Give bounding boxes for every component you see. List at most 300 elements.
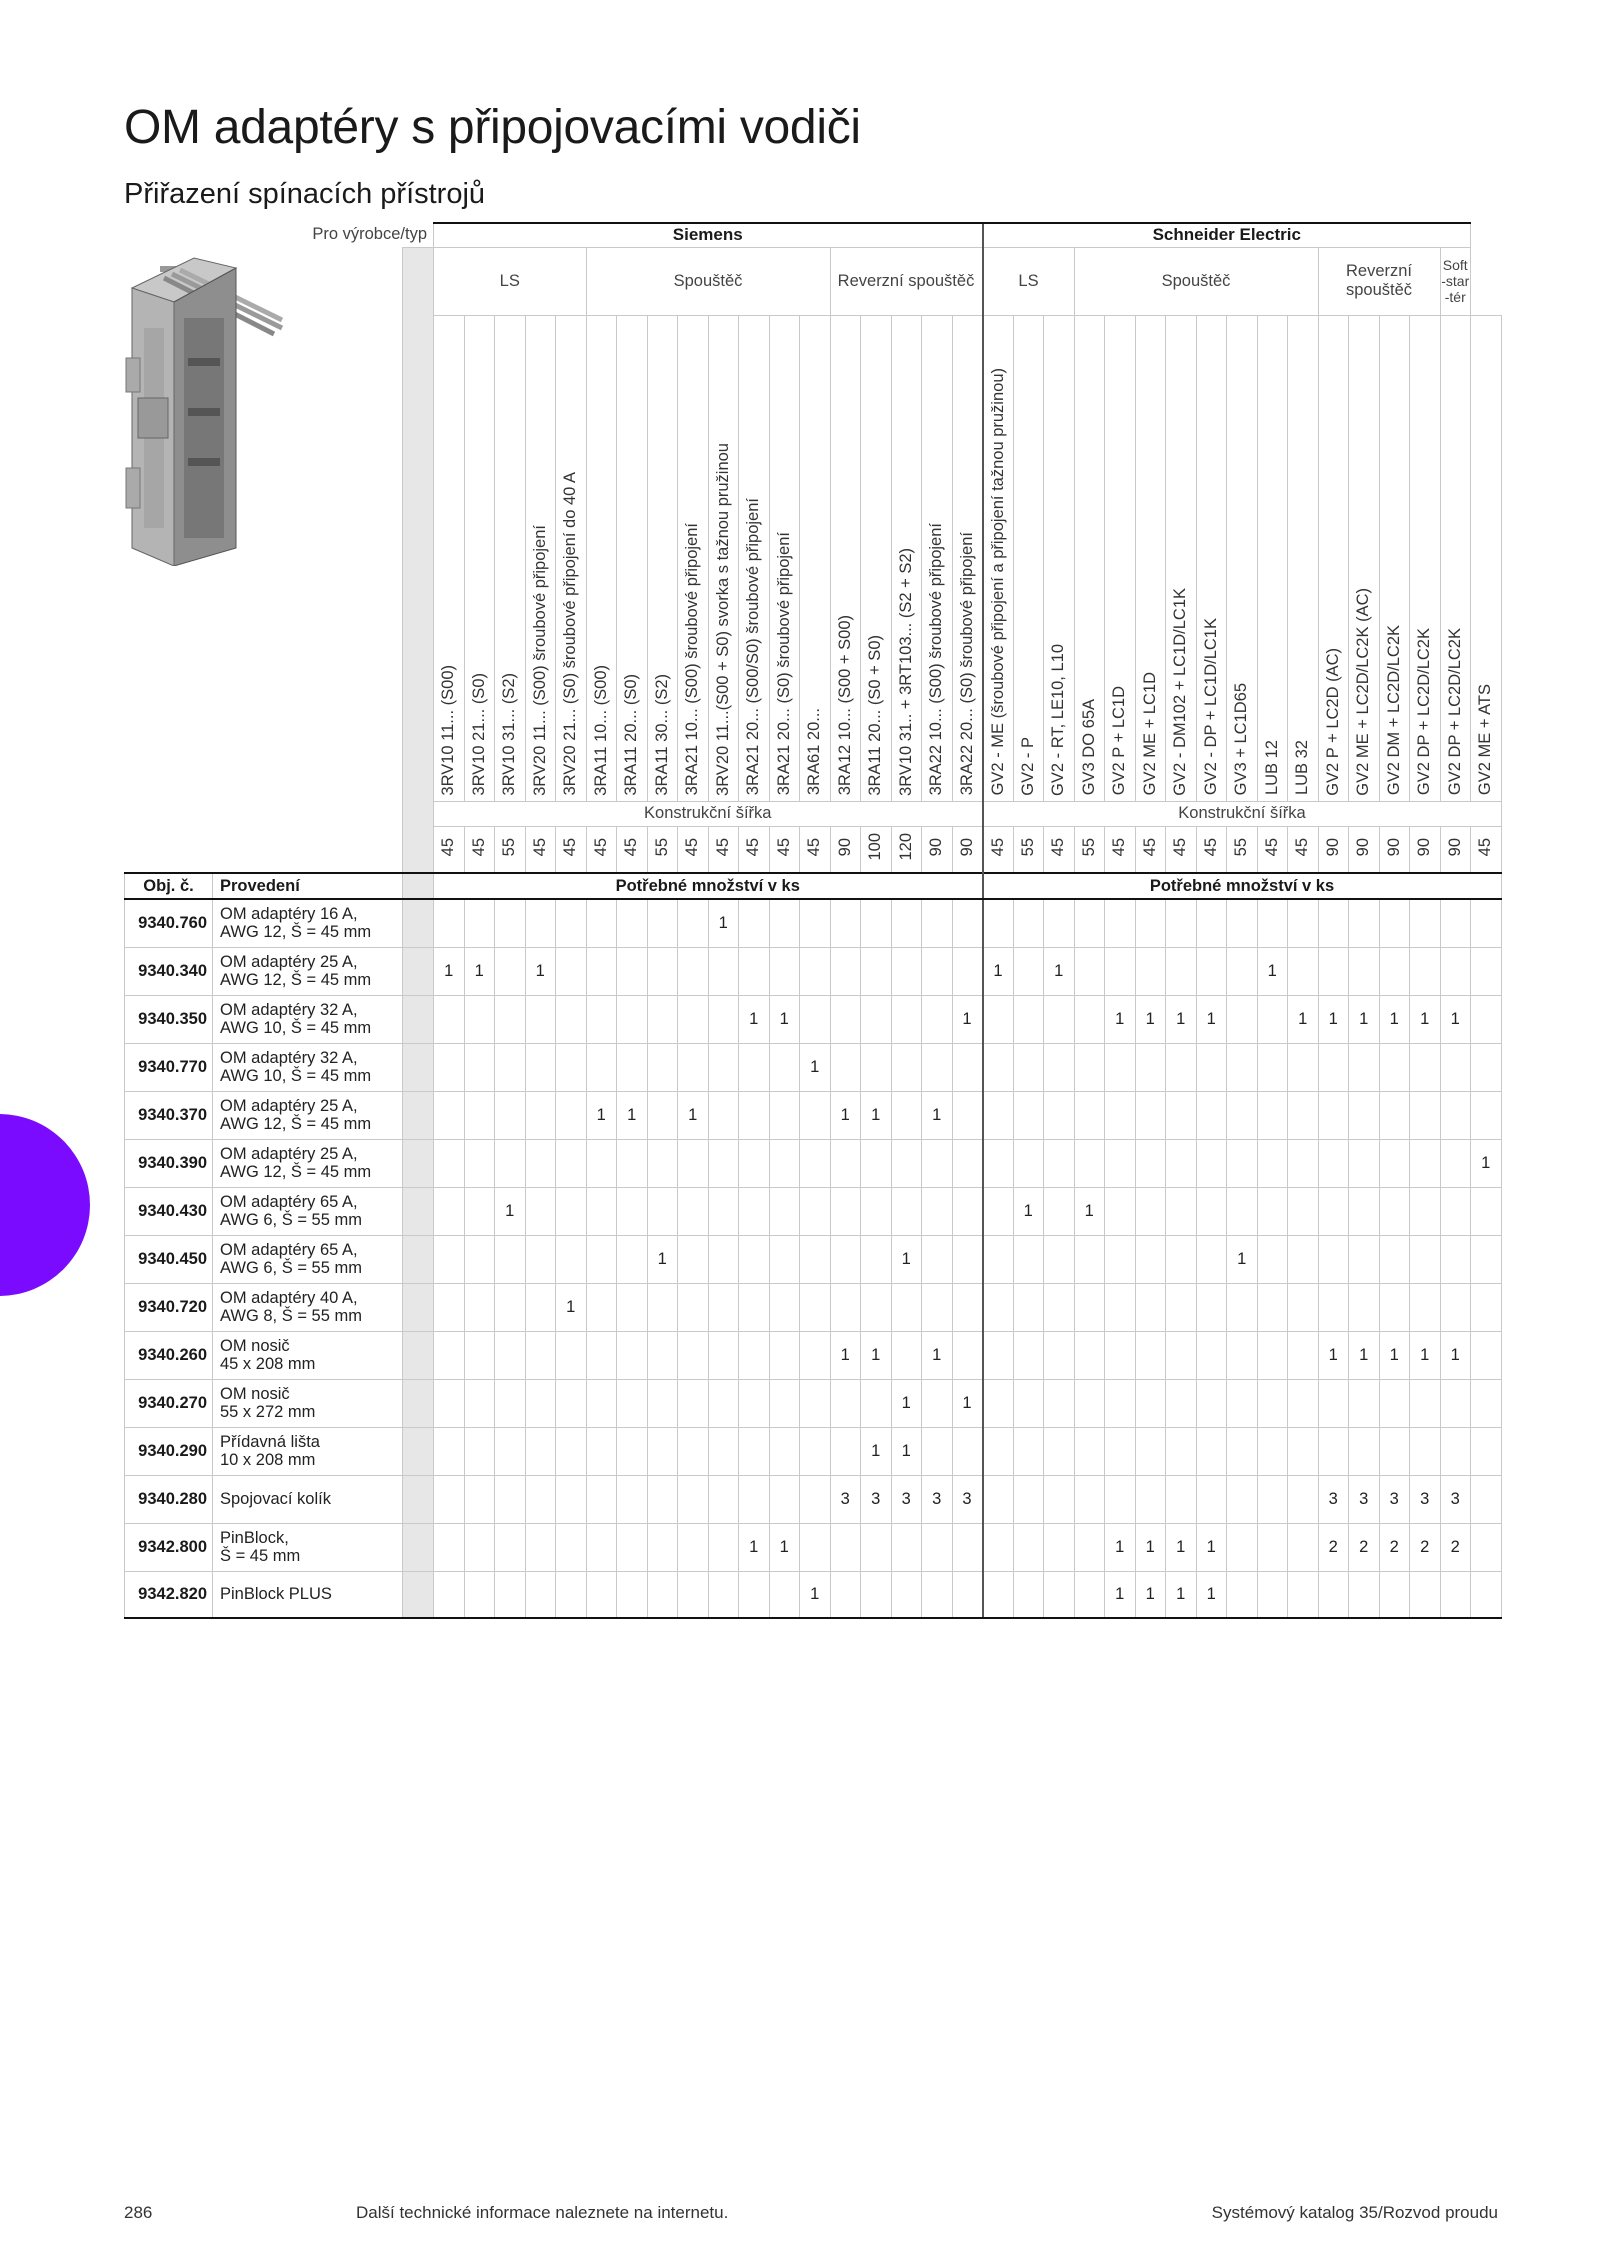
quantity-cell bbox=[739, 1091, 770, 1139]
quantity-cell: 1 bbox=[464, 947, 495, 995]
device-type-header bbox=[464, 315, 495, 801]
construction-width-value: 55 bbox=[1018, 837, 1037, 856]
quantity-cell bbox=[556, 1523, 587, 1571]
quantity-cell: 2 bbox=[1379, 1523, 1410, 1571]
construction-width-value: 45 bbox=[530, 837, 549, 856]
quantity-cell bbox=[1471, 899, 1502, 947]
quantity-cell bbox=[1196, 1331, 1227, 1379]
quantity-cell: 1 bbox=[1105, 995, 1136, 1043]
quantity-cell bbox=[495, 1283, 526, 1331]
quantity-cell bbox=[1105, 1235, 1136, 1283]
quantity-cell bbox=[1410, 899, 1441, 947]
construction-width bbox=[1135, 826, 1166, 873]
device-type-label: GV2 - ME (šroubové připojení a připojení tažnou pružinou) bbox=[988, 368, 1007, 796]
quantity-cell bbox=[647, 899, 678, 947]
quantity-cell bbox=[464, 1427, 495, 1475]
description-line-1: Spojovací kolík bbox=[220, 1490, 331, 1508]
quantity-cell bbox=[556, 1139, 587, 1187]
quantity-cell bbox=[830, 1043, 861, 1091]
quantity-cell bbox=[1135, 1475, 1166, 1523]
quantity-cell: 1 bbox=[1196, 1523, 1227, 1571]
quantity-cell bbox=[1227, 1283, 1258, 1331]
quantity-cell bbox=[1318, 1187, 1349, 1235]
quantity-cell bbox=[800, 1235, 831, 1283]
quantity-cell: 1 bbox=[1196, 995, 1227, 1043]
quantity-cell bbox=[617, 899, 648, 947]
quantity-cell bbox=[1074, 1379, 1105, 1427]
quantity-cell bbox=[830, 1187, 861, 1235]
quantity-cell bbox=[1257, 1571, 1288, 1618]
quantity-cell bbox=[769, 1091, 800, 1139]
quantity-cell bbox=[1166, 947, 1197, 995]
quantity-cell bbox=[1410, 1571, 1441, 1618]
quantity-cell bbox=[1379, 1139, 1410, 1187]
quantity-cell: 1 bbox=[952, 995, 983, 1043]
quantity-cell bbox=[1105, 1427, 1136, 1475]
quantity-cell bbox=[586, 1331, 617, 1379]
construction-width-value: 90 bbox=[1354, 837, 1373, 856]
construction-width-value: 45 bbox=[1049, 837, 1068, 856]
quantity-cell bbox=[525, 1235, 556, 1283]
quantity-cell bbox=[434, 1283, 465, 1331]
quantity-cell bbox=[1440, 1571, 1471, 1618]
construction-width bbox=[922, 826, 953, 873]
quantity-cell bbox=[1044, 1091, 1075, 1139]
quantity-cell bbox=[891, 1139, 922, 1187]
device-type-header bbox=[1318, 315, 1349, 801]
quantity-cell bbox=[769, 1283, 800, 1331]
quantity-cell bbox=[556, 1187, 587, 1235]
col-header-prov: Provedení bbox=[213, 873, 403, 899]
quantity-cell bbox=[647, 1091, 678, 1139]
quantity-cell: 2 bbox=[1349, 1523, 1380, 1571]
quantity-cell bbox=[1135, 1139, 1166, 1187]
device-type-label: 3RV10 11... (S00) bbox=[439, 664, 458, 796]
quantity-cell bbox=[708, 1523, 739, 1571]
quantity-cell bbox=[769, 1043, 800, 1091]
device-type-label: GV2 DP + LC2D/LC2K bbox=[1445, 628, 1464, 796]
quantity-cell bbox=[1318, 1235, 1349, 1283]
quantity-cell bbox=[495, 1043, 526, 1091]
quantity-cell: 1 bbox=[1135, 995, 1166, 1043]
quantity-cell bbox=[1105, 1475, 1136, 1523]
quantity-cell bbox=[1379, 1187, 1410, 1235]
construction-width bbox=[586, 826, 617, 873]
quantity-cell bbox=[1044, 1235, 1075, 1283]
quantity-cell bbox=[1257, 1043, 1288, 1091]
device-type-header bbox=[739, 315, 770, 801]
quantity-cell bbox=[1074, 899, 1105, 947]
device-type-label: LUB 32 bbox=[1293, 740, 1312, 796]
quantity-cell bbox=[1440, 1235, 1471, 1283]
quantity-label: Potřebné množství v ks bbox=[983, 873, 1502, 899]
quantity-cell bbox=[1288, 1139, 1319, 1187]
construction-width-value: 45 bbox=[774, 837, 793, 856]
quantity-cell bbox=[1227, 1187, 1258, 1235]
spacer-column bbox=[403, 1139, 434, 1187]
spacer-column bbox=[403, 1043, 434, 1091]
quantity-cell bbox=[617, 1139, 648, 1187]
device-type-header bbox=[861, 315, 892, 801]
quantity-cell bbox=[1013, 1043, 1044, 1091]
construction-width bbox=[1440, 826, 1471, 873]
device-type-label: GV2 - DM102 + LC1D/LC1K bbox=[1171, 587, 1190, 796]
quantity-cell bbox=[1166, 1475, 1197, 1523]
quantity-cell: 3 bbox=[922, 1475, 953, 1523]
quantity-cell bbox=[1318, 1091, 1349, 1139]
quantity-cell bbox=[525, 899, 556, 947]
quantity-cell bbox=[708, 1091, 739, 1139]
quantity-cell bbox=[1013, 1283, 1044, 1331]
quantity-cell: 1 bbox=[830, 1091, 861, 1139]
quantity-cell bbox=[922, 1571, 953, 1618]
quantity-cell bbox=[1257, 1139, 1288, 1187]
device-group-label: LS bbox=[434, 247, 587, 315]
quantity-cell: 1 bbox=[739, 995, 770, 1043]
quantity-cell bbox=[678, 899, 709, 947]
description-line-1: OM adaptéry 32 A, bbox=[220, 1049, 358, 1067]
quantity-cell bbox=[983, 1571, 1014, 1618]
quantity-cell bbox=[1013, 1523, 1044, 1571]
quantity-cell bbox=[464, 1379, 495, 1427]
quantity-cell bbox=[586, 1187, 617, 1235]
quantity-cell: 3 bbox=[861, 1475, 892, 1523]
quantity-cell bbox=[647, 1427, 678, 1475]
description-line-1: PinBlock PLUS bbox=[220, 1585, 332, 1604]
construction-width bbox=[891, 826, 922, 873]
device-type-label: GV2 P + LC2D (AC) bbox=[1323, 647, 1342, 796]
construction-width bbox=[1288, 826, 1319, 873]
description-line-2: AWG 12, Š = 45 mm bbox=[220, 923, 372, 942]
quantity-cell bbox=[1166, 1139, 1197, 1187]
spacer-column bbox=[403, 1283, 434, 1331]
product-description bbox=[213, 1139, 403, 1187]
construction-width-label: Konstrukční šířka bbox=[983, 801, 1502, 826]
device-type-header bbox=[1105, 315, 1136, 801]
quantity-cell bbox=[891, 995, 922, 1043]
construction-width bbox=[434, 826, 465, 873]
quantity-cell bbox=[1318, 1427, 1349, 1475]
order-number: 9340.760 bbox=[125, 899, 213, 947]
quantity-cell bbox=[830, 995, 861, 1043]
description-line-1: OM adaptéry 65 A, bbox=[220, 1193, 358, 1211]
quantity-cell bbox=[1257, 1379, 1288, 1427]
quantity-cell bbox=[1135, 899, 1166, 947]
quantity-cell bbox=[678, 947, 709, 995]
quantity-cell bbox=[1318, 1571, 1349, 1618]
maker-name: Siemens bbox=[434, 223, 983, 247]
device-type-label: 3RV20 11... (S00) šroubové připojení bbox=[530, 524, 549, 796]
construction-width-value: 45 bbox=[591, 837, 610, 856]
device-type-header bbox=[1227, 315, 1258, 801]
quantity-cell bbox=[1074, 995, 1105, 1043]
device-type-header bbox=[1379, 315, 1410, 801]
quantity-cell bbox=[891, 1187, 922, 1235]
quantity-cell bbox=[495, 1091, 526, 1139]
spacer-column bbox=[403, 1427, 434, 1475]
device-type-header bbox=[495, 315, 526, 801]
quantity-cell bbox=[586, 1379, 617, 1427]
construction-width bbox=[1471, 826, 1502, 873]
quantity-cell: 2 bbox=[1440, 1523, 1471, 1571]
quantity-cell bbox=[800, 1475, 831, 1523]
quantity-cell bbox=[556, 1571, 587, 1618]
quantity-cell bbox=[1013, 1571, 1044, 1618]
quantity-cell: 1 bbox=[1196, 1571, 1227, 1618]
product-description bbox=[213, 1427, 403, 1475]
quantity-cell bbox=[586, 1043, 617, 1091]
construction-width bbox=[1074, 826, 1105, 873]
device-type-label: 3RA11 10... (S00) bbox=[591, 664, 610, 796]
product-description bbox=[213, 1283, 403, 1331]
quantity-label: Potřebné množství v ks bbox=[434, 873, 983, 899]
quantity-cell bbox=[1349, 1091, 1380, 1139]
order-number: 9340.350 bbox=[125, 995, 213, 1043]
order-number: 9340.390 bbox=[125, 1139, 213, 1187]
quantity-cell bbox=[1440, 1283, 1471, 1331]
product-description bbox=[213, 1091, 403, 1139]
quantity-cell bbox=[1074, 1475, 1105, 1523]
device-type-label: 3RA21 20... (S00/S0) šroubové připojení bbox=[744, 498, 763, 796]
quantity-cell bbox=[464, 1475, 495, 1523]
table-row bbox=[125, 947, 1502, 995]
quantity-cell bbox=[1013, 1235, 1044, 1283]
quantity-cell bbox=[891, 1091, 922, 1139]
quantity-cell bbox=[1105, 1139, 1136, 1187]
quantity-cell bbox=[739, 1427, 770, 1475]
quantity-cell bbox=[1410, 947, 1441, 995]
description-line-1: OM adaptéry 25 A, bbox=[220, 1145, 358, 1163]
quantity-cell bbox=[586, 1427, 617, 1475]
quantity-cell bbox=[586, 1139, 617, 1187]
device-type-label: GV3 DO 65A bbox=[1079, 699, 1098, 796]
device-type-header bbox=[556, 315, 587, 801]
quantity-cell bbox=[464, 1523, 495, 1571]
description-line-1: OM adaptéry 40 A, bbox=[220, 1289, 358, 1307]
construction-width-value: 45 bbox=[1110, 837, 1129, 856]
product-description bbox=[213, 947, 403, 995]
order-number: 9340.280 bbox=[125, 1475, 213, 1523]
quantity-cell: 1 bbox=[1166, 1523, 1197, 1571]
quantity-cell bbox=[708, 1379, 739, 1427]
quantity-cell: 1 bbox=[1318, 995, 1349, 1043]
quantity-cell bbox=[1349, 1235, 1380, 1283]
quantity-cell bbox=[983, 1475, 1014, 1523]
device-type-header bbox=[617, 315, 648, 801]
quantity-cell bbox=[1135, 1187, 1166, 1235]
quantity-cell bbox=[1074, 1043, 1105, 1091]
quantity-cell bbox=[830, 947, 861, 995]
quantity-cell: 1 bbox=[1471, 1139, 1502, 1187]
device-type-label: 3RA21 10... (S00) šroubové připojení bbox=[683, 523, 702, 796]
spacer-column bbox=[403, 1571, 434, 1618]
spacer-column bbox=[403, 947, 434, 995]
quantity-cell bbox=[647, 1139, 678, 1187]
col-header-obj: Obj. č. bbox=[125, 873, 213, 899]
quantity-cell bbox=[739, 1139, 770, 1187]
quantity-cell bbox=[1105, 1283, 1136, 1331]
quantity-cell bbox=[434, 1091, 465, 1139]
maker-label: Pro výrobce/typ bbox=[125, 223, 434, 247]
construction-width bbox=[1318, 826, 1349, 873]
quantity-cell: 3 bbox=[891, 1475, 922, 1523]
quantity-cell: 1 bbox=[769, 1523, 800, 1571]
quantity-cell bbox=[1166, 1043, 1197, 1091]
quantity-cell bbox=[525, 1139, 556, 1187]
quantity-cell bbox=[1288, 1427, 1319, 1475]
page-number: 286 bbox=[124, 2203, 153, 2222]
spacer-column bbox=[403, 1187, 434, 1235]
quantity-cell bbox=[922, 1187, 953, 1235]
construction-width bbox=[952, 826, 983, 873]
product-description bbox=[213, 1235, 403, 1283]
quantity-cell bbox=[434, 1523, 465, 1571]
quantity-cell bbox=[1227, 1379, 1258, 1427]
quantity-cell bbox=[1105, 947, 1136, 995]
device-type-label: 3RV20 21... (S0) šroubové připojení do 40 A bbox=[561, 472, 580, 796]
quantity-cell: 1 bbox=[647, 1235, 678, 1283]
construction-width-value: 90 bbox=[835, 837, 854, 856]
quantity-cell bbox=[739, 1331, 770, 1379]
quantity-cell: 2 bbox=[1410, 1523, 1441, 1571]
quantity-cell bbox=[1471, 1331, 1502, 1379]
quantity-cell bbox=[891, 1283, 922, 1331]
quantity-cell bbox=[800, 899, 831, 947]
quantity-cell bbox=[1349, 1139, 1380, 1187]
quantity-cell bbox=[739, 1283, 770, 1331]
quantity-cell bbox=[983, 1235, 1014, 1283]
image-area bbox=[125, 247, 403, 873]
quantity-cell bbox=[1288, 1571, 1319, 1618]
quantity-cell bbox=[1471, 1523, 1502, 1571]
quantity-cell: 1 bbox=[1410, 1331, 1441, 1379]
quantity-cell: 3 bbox=[1440, 1475, 1471, 1523]
quantity-cell bbox=[1196, 899, 1227, 947]
device-type-header bbox=[434, 315, 465, 801]
quantity-cell bbox=[861, 1283, 892, 1331]
quantity-cell bbox=[464, 1283, 495, 1331]
quantity-cell bbox=[830, 1235, 861, 1283]
quantity-cell bbox=[1044, 1571, 1075, 1618]
spacer-column bbox=[403, 995, 434, 1043]
construction-width-value: 90 bbox=[1323, 837, 1342, 856]
quantity-cell bbox=[1196, 1091, 1227, 1139]
device-type-header bbox=[952, 315, 983, 801]
construction-width bbox=[708, 826, 739, 873]
quantity-cell bbox=[647, 1283, 678, 1331]
quantity-cell bbox=[739, 1043, 770, 1091]
construction-width bbox=[464, 826, 495, 873]
quantity-cell bbox=[678, 1043, 709, 1091]
quantity-cell bbox=[1135, 1283, 1166, 1331]
quantity-cell: 1 bbox=[556, 1283, 587, 1331]
quantity-cell bbox=[1227, 1523, 1258, 1571]
quantity-cell bbox=[678, 1235, 709, 1283]
quantity-cell: 1 bbox=[1105, 1571, 1136, 1618]
quantity-cell bbox=[1196, 1187, 1227, 1235]
quantity-cell bbox=[1044, 1187, 1075, 1235]
quantity-cell bbox=[1013, 899, 1044, 947]
quantity-cell: 1 bbox=[800, 1043, 831, 1091]
quantity-cell: 1 bbox=[1166, 1571, 1197, 1618]
quantity-cell bbox=[464, 1091, 495, 1139]
quantity-cell bbox=[983, 1091, 1014, 1139]
quantity-cell bbox=[952, 1331, 983, 1379]
quantity-cell bbox=[617, 1331, 648, 1379]
quantity-cell bbox=[1288, 1043, 1319, 1091]
quantity-cell bbox=[1135, 1427, 1166, 1475]
order-number: 9340.450 bbox=[125, 1235, 213, 1283]
quantity-cell bbox=[586, 899, 617, 947]
quantity-cell bbox=[952, 1523, 983, 1571]
construction-width-value: 90 bbox=[1415, 837, 1434, 856]
quantity-cell bbox=[1227, 1331, 1258, 1379]
quantity-cell: 1 bbox=[922, 1331, 953, 1379]
quantity-cell bbox=[1227, 899, 1258, 947]
quantity-cell bbox=[1257, 899, 1288, 947]
device-type-label: GV2 DM + LC2D/LC2K bbox=[1384, 625, 1403, 796]
quantity-cell bbox=[556, 1427, 587, 1475]
description-line-2: 55 x 272 mm bbox=[220, 1403, 316, 1421]
description-line-2: AWG 10, Š = 45 mm bbox=[220, 1019, 372, 1037]
description-line-2: AWG 12, Š = 45 mm bbox=[220, 971, 372, 989]
quantity-cell bbox=[495, 1571, 526, 1618]
quantity-cell: 1 bbox=[1044, 947, 1075, 995]
device-group-label: Reverzní spouštěč bbox=[830, 247, 983, 315]
quantity-cell bbox=[1440, 947, 1471, 995]
construction-width-value: 45 bbox=[1171, 837, 1190, 856]
quantity-cell bbox=[678, 1139, 709, 1187]
quantity-cell bbox=[556, 1235, 587, 1283]
table-row bbox=[125, 1043, 1502, 1091]
quantity-cell bbox=[647, 1475, 678, 1523]
quantity-cell bbox=[1166, 1427, 1197, 1475]
quantity-cell bbox=[708, 1331, 739, 1379]
quantity-cell bbox=[1227, 1427, 1258, 1475]
table-row bbox=[125, 1331, 1502, 1379]
device-type-header bbox=[678, 315, 709, 801]
construction-width bbox=[769, 826, 800, 873]
quantity-cell bbox=[495, 1427, 526, 1475]
quantity-cell bbox=[1471, 1187, 1502, 1235]
description-line-1: OM adaptéry 25 A, bbox=[220, 953, 358, 971]
device-type-label: GV2 - RT, LE10, L10 bbox=[1049, 643, 1068, 796]
description-line-2: AWG 6, Š = 55 mm bbox=[220, 1259, 362, 1277]
quantity-cell bbox=[1013, 1475, 1044, 1523]
quantity-cell bbox=[1044, 1283, 1075, 1331]
construction-width bbox=[1105, 826, 1136, 873]
quantity-cell bbox=[1196, 947, 1227, 995]
spacer-column bbox=[403, 1091, 434, 1139]
quantity-cell: 1 bbox=[1349, 1331, 1380, 1379]
quantity-cell: 1 bbox=[830, 1331, 861, 1379]
device-type-label: 3RV10 31... (S2) bbox=[500, 672, 519, 796]
construction-width bbox=[525, 826, 556, 873]
quantity-cell bbox=[708, 1043, 739, 1091]
quantity-cell bbox=[1471, 1571, 1502, 1618]
construction-width-value: 45 bbox=[1476, 837, 1495, 856]
quantity-cell bbox=[1166, 1235, 1197, 1283]
construction-width-value: 45 bbox=[1201, 837, 1220, 856]
quantity-cell bbox=[1074, 1331, 1105, 1379]
quantity-cell bbox=[647, 1379, 678, 1427]
order-number: 9340.340 bbox=[125, 947, 213, 995]
quantity-cell bbox=[922, 1379, 953, 1427]
order-number: 9340.270 bbox=[125, 1379, 213, 1427]
description-line-1: OM nosič bbox=[220, 1337, 290, 1355]
quantity-cell bbox=[1410, 1427, 1441, 1475]
description-line-1: OM adaptéry 32 A, bbox=[220, 1001, 358, 1019]
